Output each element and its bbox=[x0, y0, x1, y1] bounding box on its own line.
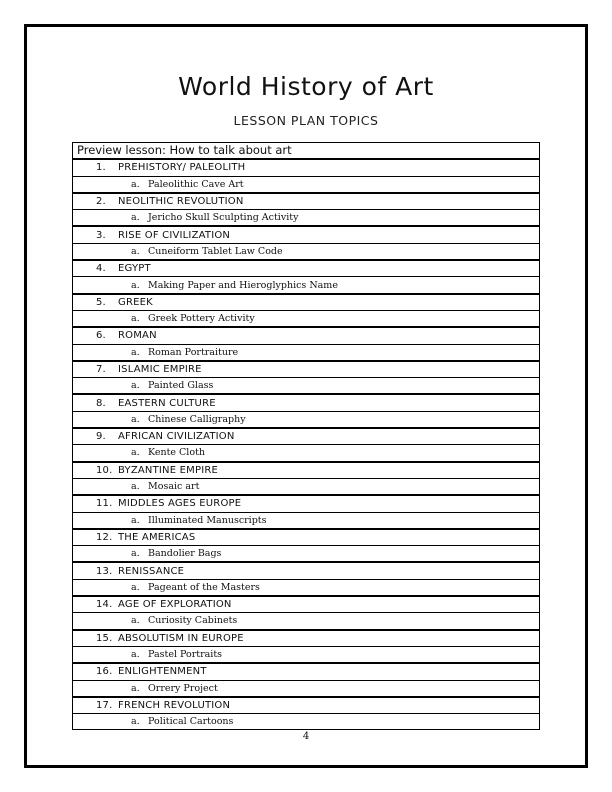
topic-row bbox=[73, 697, 540, 714]
topic-row bbox=[73, 663, 540, 680]
activity-row bbox=[73, 546, 540, 563]
activity-label: Pastel Portraits bbox=[148, 649, 223, 661]
topic-number: 14. bbox=[96, 599, 113, 611]
activity-row bbox=[73, 243, 540, 260]
topic-label: MIDDLES AGES EUROPE bbox=[118, 498, 242, 510]
activity-letter: a. bbox=[131, 346, 140, 358]
topic-label: GREEK bbox=[118, 296, 153, 308]
topic-row bbox=[73, 361, 540, 378]
activity-letter: a. bbox=[131, 649, 140, 661]
activity-row bbox=[73, 478, 540, 495]
topic-cell bbox=[73, 394, 540, 411]
activity-label: Paleolithic Cave Art bbox=[148, 178, 244, 190]
activity-row bbox=[73, 512, 540, 529]
topic-label: EASTERN CULTURE bbox=[118, 397, 216, 409]
activity-cell bbox=[73, 714, 540, 730]
activity-cell bbox=[73, 277, 540, 294]
activity-row bbox=[73, 445, 540, 462]
activity-letter: a. bbox=[131, 413, 140, 425]
document-title: World History of Art bbox=[178, 72, 434, 101]
topic-cell bbox=[73, 193, 540, 210]
activity-cell bbox=[73, 378, 540, 395]
activity-row bbox=[73, 613, 540, 630]
topic-cell bbox=[73, 159, 540, 176]
topic-row bbox=[73, 562, 540, 579]
preview-lesson-cell: Preview lesson: How to talk about art bbox=[77, 143, 292, 158]
topic-row bbox=[73, 260, 540, 277]
preview-row bbox=[73, 143, 540, 160]
topic-number: 7. bbox=[96, 364, 106, 375]
activity-cell bbox=[73, 680, 540, 697]
activity-letter: a. bbox=[131, 548, 140, 560]
topic-row bbox=[73, 428, 540, 445]
activity-letter: a. bbox=[131, 178, 140, 190]
topic-number: 16. bbox=[96, 666, 113, 678]
activity-letter: a. bbox=[131, 682, 140, 694]
lesson-topics-table bbox=[72, 142, 540, 730]
topic-label: PREHISTORY/ PALEOLITH bbox=[118, 162, 246, 174]
topic-row bbox=[73, 394, 540, 411]
activity-letter: a. bbox=[131, 581, 140, 593]
activity-row bbox=[73, 344, 540, 361]
topic-row bbox=[73, 462, 540, 479]
topic-cell bbox=[73, 260, 540, 277]
activity-cell bbox=[73, 512, 540, 529]
activity-row bbox=[73, 277, 540, 294]
activity-cell bbox=[73, 613, 540, 630]
activity-label: Political Cartoons bbox=[148, 716, 234, 728]
activity-cell bbox=[73, 445, 540, 462]
activity-row bbox=[73, 680, 540, 697]
activity-label: Illuminated Manuscripts bbox=[148, 514, 267, 526]
topic-row bbox=[73, 327, 540, 344]
activity-label: Mosaic art bbox=[148, 481, 200, 493]
activity-cell bbox=[73, 478, 540, 495]
activity-row bbox=[73, 411, 540, 428]
activity-letter: a. bbox=[131, 212, 140, 224]
topic-number: 13. bbox=[96, 565, 113, 577]
topic-label: ABSOLUTISM IN EUROPE bbox=[118, 632, 244, 644]
topic-number: 15. bbox=[96, 632, 113, 644]
activity-letter: a. bbox=[131, 615, 140, 627]
topic-label: FRENCH REVOLUTION bbox=[118, 699, 231, 711]
topic-label: ENLIGHTENMENT bbox=[118, 666, 207, 678]
topic-row bbox=[73, 630, 540, 647]
document-subtitle: LESSON PLAN TOPICS bbox=[233, 113, 379, 128]
topic-number: 11. bbox=[96, 498, 113, 510]
topic-label: AGE OF EXPLORATION bbox=[118, 599, 232, 611]
activity-row bbox=[73, 579, 540, 596]
topic-row bbox=[73, 159, 540, 176]
topic-cell bbox=[73, 294, 540, 311]
topic-label: THE AMERICAS bbox=[118, 531, 196, 543]
activity-row bbox=[73, 310, 540, 327]
activity-label: Curiosity Cabinets bbox=[148, 615, 238, 627]
activity-label: Chinese Calligraphy bbox=[148, 413, 246, 425]
activity-label: Bandolier Bags bbox=[148, 548, 222, 560]
topic-label: EGYPT bbox=[118, 263, 151, 275]
topic-cell bbox=[73, 428, 540, 445]
topic-number: 6. bbox=[96, 330, 106, 342]
activity-letter: a. bbox=[131, 481, 140, 493]
activity-cell bbox=[73, 344, 540, 361]
topic-label: NEOLITHIC REVOLUTION bbox=[118, 196, 244, 208]
activity-cell bbox=[73, 646, 540, 663]
activity-cell bbox=[73, 243, 540, 260]
activity-letter: a. bbox=[131, 313, 140, 325]
activity-label: Pageant of the Masters bbox=[148, 581, 260, 593]
activity-letter: a. bbox=[131, 279, 140, 291]
topic-number: 2. bbox=[96, 196, 106, 208]
activity-cell bbox=[73, 411, 540, 428]
topic-cell bbox=[73, 462, 540, 479]
topic-cell bbox=[73, 327, 540, 344]
topic-cell bbox=[73, 495, 540, 512]
activity-cell bbox=[73, 546, 540, 563]
topic-number: 4. bbox=[96, 263, 106, 275]
page-number: 4 bbox=[302, 731, 310, 742]
topic-cell bbox=[73, 361, 540, 378]
topic-label: ISLAMIC EMPIRE bbox=[118, 364, 202, 375]
activity-row bbox=[73, 210, 540, 227]
topic-number: 12. bbox=[96, 531, 113, 543]
topic-cell bbox=[73, 630, 540, 647]
topic-row bbox=[73, 495, 540, 512]
activity-label: Greek Pottery Activity bbox=[148, 313, 255, 325]
topic-row bbox=[73, 193, 540, 210]
topic-label: BYZANTINE EMPIRE bbox=[118, 464, 219, 476]
activity-label: Kente Cloth bbox=[148, 447, 206, 459]
topic-number: 9. bbox=[96, 431, 106, 443]
activity-row bbox=[73, 176, 540, 193]
activity-letter: a. bbox=[131, 447, 140, 459]
activity-label: Jericho Skull Sculpting Activity bbox=[148, 212, 299, 224]
activity-row bbox=[73, 714, 540, 730]
topic-label: ROMAN bbox=[118, 330, 157, 342]
topic-row bbox=[73, 226, 540, 243]
topic-number: 8. bbox=[96, 397, 106, 409]
topic-cell bbox=[73, 697, 540, 714]
activity-cell bbox=[73, 310, 540, 327]
topic-cell bbox=[73, 529, 540, 546]
activity-label: Cuneiform Tablet Law Code bbox=[148, 245, 283, 257]
activity-letter: a. bbox=[131, 380, 140, 392]
activity-row bbox=[73, 378, 540, 395]
topic-row bbox=[73, 294, 540, 311]
activity-letter: a. bbox=[131, 245, 140, 257]
topic-number: 3. bbox=[96, 229, 106, 241]
activity-label: Painted Glass bbox=[148, 380, 214, 392]
topic-label: RENISSANCE bbox=[118, 565, 185, 577]
topic-cell bbox=[73, 663, 540, 680]
activity-letter: a. bbox=[131, 716, 140, 728]
activity-label: Roman Portraiture bbox=[148, 346, 239, 358]
topic-cell bbox=[73, 562, 540, 579]
activity-letter: a. bbox=[131, 514, 140, 526]
activity-cell bbox=[73, 210, 540, 227]
topic-number: 1. bbox=[96, 162, 106, 174]
topic-label: AFRICAN CIVILIZATION bbox=[118, 431, 235, 443]
activity-cell bbox=[73, 579, 540, 596]
activity-row bbox=[73, 646, 540, 663]
topic-row bbox=[73, 529, 540, 546]
topic-cell bbox=[73, 596, 540, 613]
topic-row bbox=[73, 596, 540, 613]
topic-cell bbox=[73, 226, 540, 243]
topic-number: 10. bbox=[96, 464, 113, 476]
topic-number: 17. bbox=[96, 699, 113, 711]
topic-number: 5. bbox=[96, 296, 106, 308]
topic-label: RISE OF CIVILIZATION bbox=[118, 229, 231, 241]
activity-label: Making Paper and Hieroglyphics Name bbox=[148, 279, 338, 291]
activity-cell bbox=[73, 176, 540, 193]
activity-label: Orrery Project bbox=[148, 682, 218, 694]
